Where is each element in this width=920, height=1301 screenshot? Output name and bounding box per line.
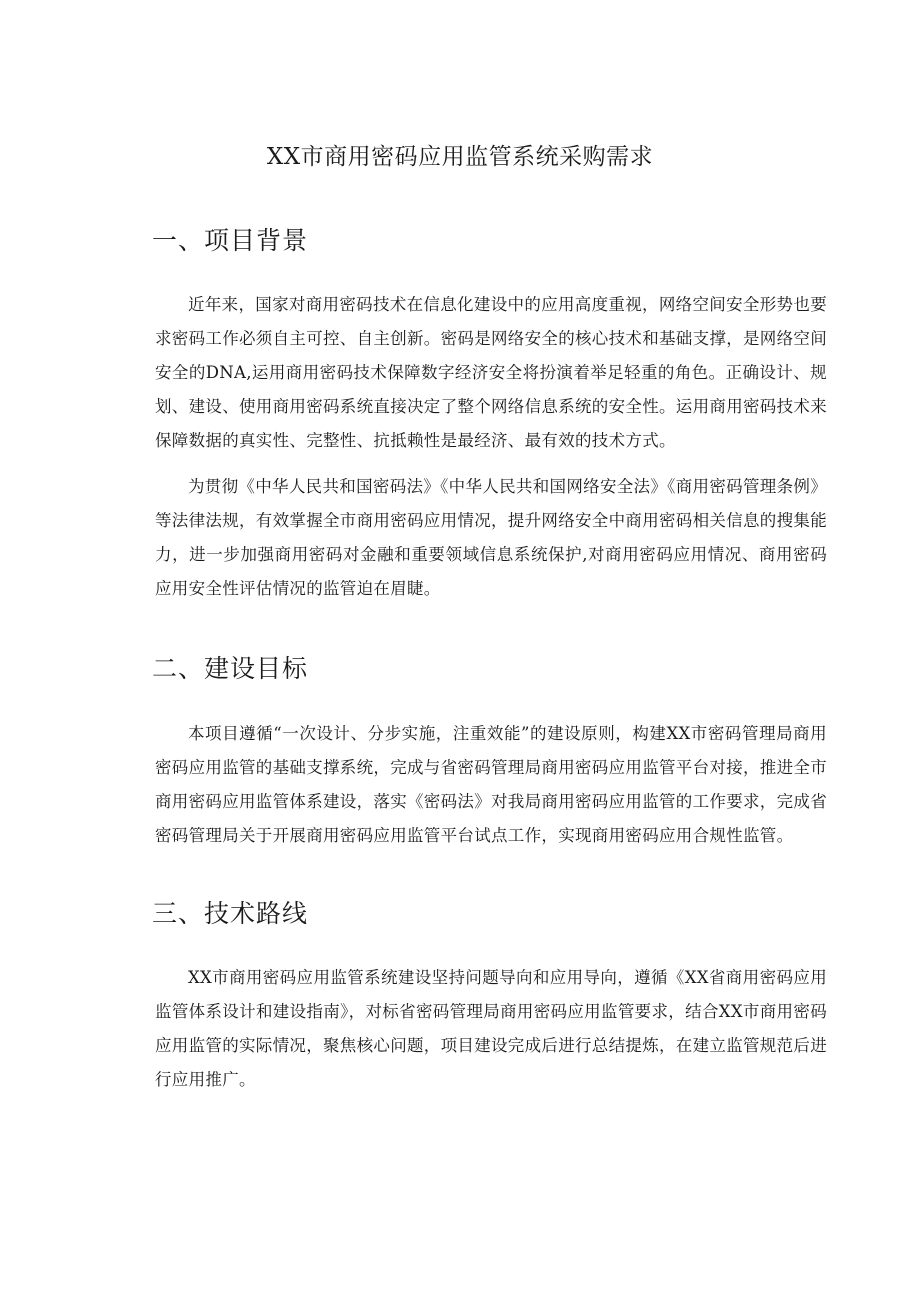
section-heading-background: 一、项目背景 [152, 226, 309, 255]
section-heading-technical-route: 三、技术路线 [152, 899, 309, 928]
paragraph-background-2: 为贯彻《中华人民共和国密码法》《中华人民共和国网络安全法》《商用密码管理条例》等法律法规，有效掌握全市商用密码应用情况，提升网络安全中商用密码相关信息的搜集能力，进一步加强商用密码对金融和重要领域信息系统保护,对商用密码应用情况、商用密码应用安全性评估情况的监管迫在眉睫。 [155, 477, 827, 598]
paragraph-technical-route-1: XX市商用密码应用监管系统建设坚持问题导向和应用导向，遵循《XX省商用密码应用监管体系设计和建设指南》，对标省密码管理局商用密码应用监管要求，结合XX市商用密码应用监管的实际情况，聚焦核心问题，项目建设完成后进行总结提炼，在建立监管规范后进行应用推广。 [155, 968, 827, 1089]
section-heading-goals: 二、建设目标 [152, 654, 309, 683]
paragraph-background-1: 近年来，国家对商用密码技术在信息化建设中的应用高度重视，网络空间安全形势也要求密码工作必须自主可控、自主创新。密码是网络安全的核心技术和基础支撑，是网络空间安全的DNA,运用商用密码技术保障数字经济安全将扮演着举足轻重的角色。正确设计、规划、建设、使用商用密码系统直接决定了整个网络信息系统的安全性。运用商用密码技术来保障数据的真实性、完整性、抗抵赖性是最经济、最有效的技术方式。 [155, 295, 827, 450]
document-title: XX市商用密码应用监管系统采购需求 [266, 144, 654, 170]
paragraph-goals-1: 本项目遵循“一次设计、分步实施，注重效能”的建设原则，构建XX市密码管理局商用密码应用监管的基础支撑系统，完成与省密码管理局商用密码应用监管平台对接，推进全市商用密码应用监管体系建设，落实《密码法》对我局商用密码应用监管的工作要求，完成省密码管理局关于开展商用密码应用监管平台试点工作，实现商用密码应用合规性监管。 [155, 724, 827, 845]
